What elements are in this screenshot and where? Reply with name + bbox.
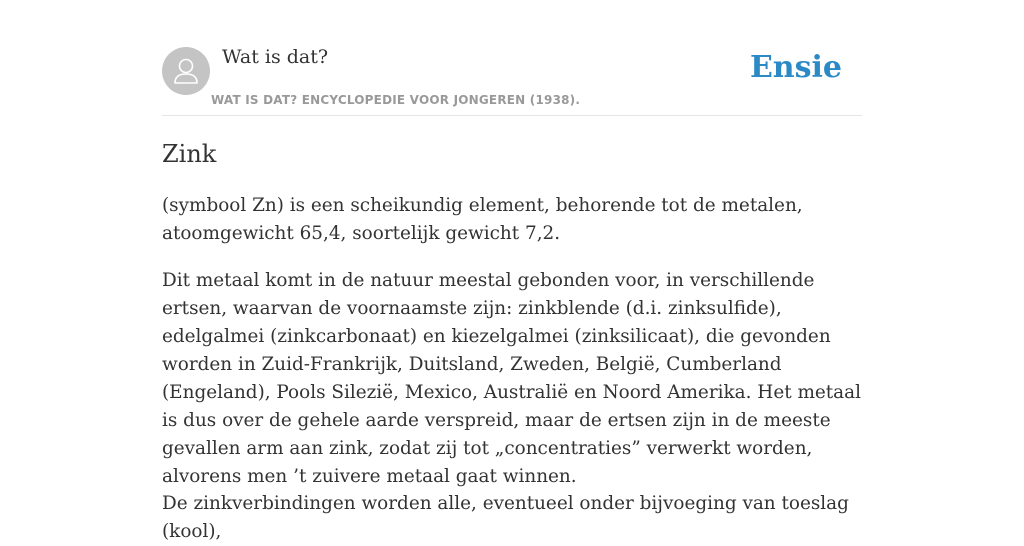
source-title-link[interactable]: Wat is dat?	[222, 46, 329, 68]
user-icon	[162, 47, 210, 95]
source-avatar[interactable]	[162, 47, 210, 95]
source-header	[162, 0, 862, 116]
entry-paragraph-3: De zinkverbindingen worden alle, eventueel onder bijvoeging van toeslag (kool),	[162, 493, 849, 542]
entry-paragraph-2: Dit metaal komt in de natuur meestal gebonden voor, in verschillende ertsen, waarvan de voornaamste zijn: zinkblende (d.i. zinksulfide), edelgalmei (zinkcarbonaat) en kiezelgalmei (zinksilicaat), die gevonden worden in Zuid-Frankrijk, Duitsland, Zweden, België, Cumberland (Engeland), Pools Silezië, Mexico, Australië en Noord Amerika. Het metaal is dus over de gehele aarde verspreid, maar de ertsen zijn in de meeste gevallen arm aan zink, zodat zij tot „concentraties” verwerkt worden, alvorens men ’t zuivere metaal gaat winnen.	[162, 270, 861, 487]
entry-title: Zink	[162, 140, 217, 168]
source-subtitle: WAT IS DAT? ENCYCLOPEDIE VOOR JONGEREN (1938).	[211, 93, 581, 107]
page-container	[162, 0, 862, 542]
ensie-logo[interactable]: Ensie	[749, 50, 842, 85]
entry-paragraph-1: (symbool Zn) is een scheikundig element, behorende tot de metalen, atoomgewicht 65,4, soortelijk gewicht 7,2.	[162, 195, 803, 244]
